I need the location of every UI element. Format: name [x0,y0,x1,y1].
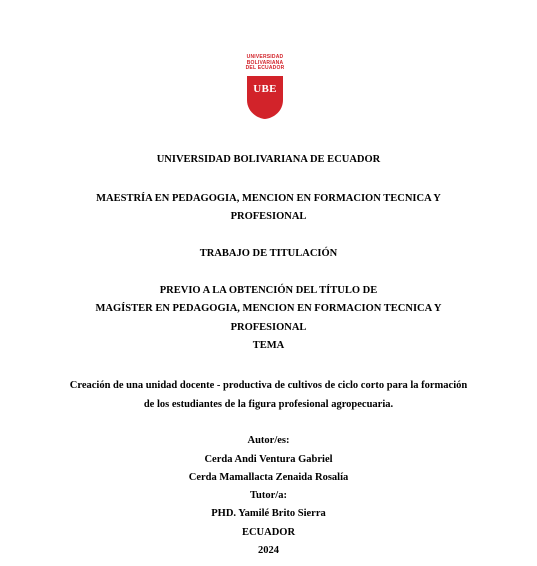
authors-label: Autor/es: [247,435,290,446]
degree-line-3: PROFESIONAL [230,322,307,333]
university-logo [236,55,294,121]
logo-text-line-2: BOLIVARIANA [246,59,284,66]
topic-label: TEMA [252,340,285,351]
degree-line-2: MAGÍSTER EN PEDAGOGIA, MENCION EN FORMACION TECNICA Y [95,303,442,314]
author-1: Cerda Andi Ventura Gabriel [204,454,333,465]
degree-line-1: PREVIO A LA OBTENCIÓN DEL TÍTULO DE [159,285,378,296]
logo-text-line-3: DEL ECUADOR [245,65,285,71]
logo-text-line-1: UNIVERSIDAD [246,54,284,60]
university-name: UNIVERSIDAD BOLIVARIANA DE ECUADOR [156,154,381,165]
author-2: Cerda Mamallacta Zenaida Rosalía [188,472,349,483]
tutor-label: Tutor/a: [250,490,287,501]
year: 2024 [258,545,279,556]
tutor-name: PHD. Yamilé Brito Sierra [211,508,326,519]
work-type: TRABAJO DE TITULACIÓN [199,248,338,259]
topic-line-1: Creación de una unidad docente - productiva de cultivos de ciclo corto para la formación [69,380,468,391]
logo-initials: UBE [253,83,277,95]
program-line-2: PROFESIONAL [230,211,307,222]
country: ECUADOR [241,527,296,538]
program-line-1: MAESTRÍA EN PEDAGOGIA, MENCION EN FORMACION TECNICA Y [96,193,441,204]
topic-line-2: de los estudiantes de la figura profesional agropecuaria. [143,399,394,410]
